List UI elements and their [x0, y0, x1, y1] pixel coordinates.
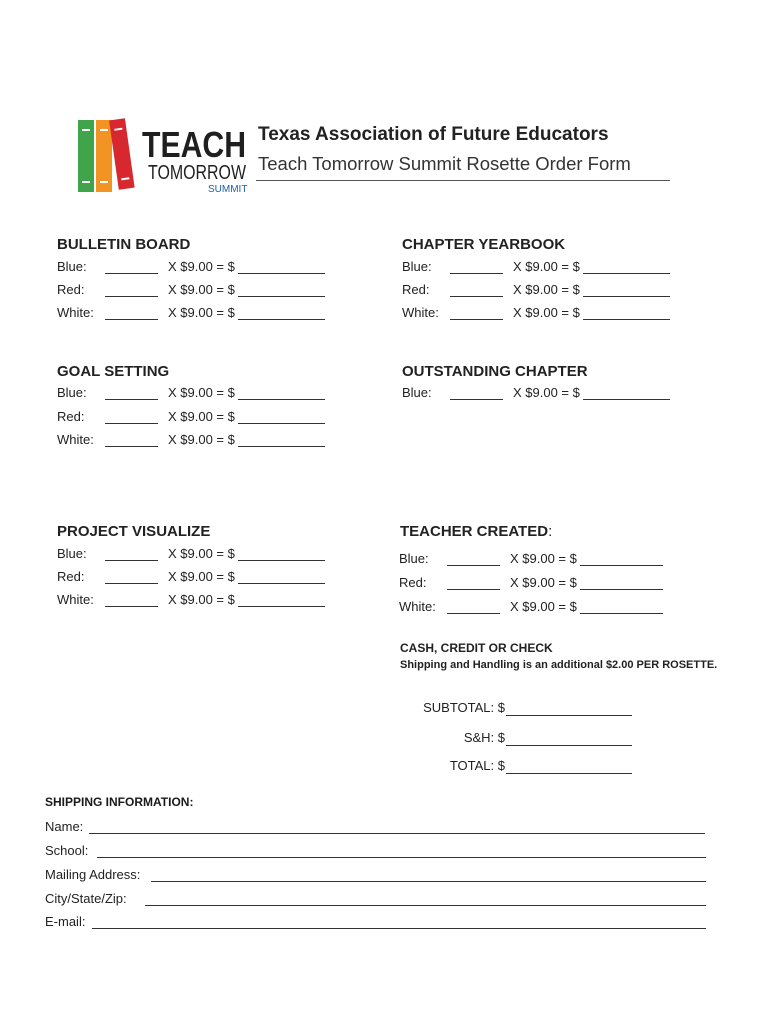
subtotal-field[interactable] — [506, 715, 632, 716]
email-field[interactable] — [92, 928, 706, 929]
quantity-field[interactable] — [105, 446, 158, 447]
quantity-field[interactable] — [447, 589, 500, 590]
unit-price: X $9.00 = $ — [168, 546, 235, 561]
unit-price: X $9.00 = $ — [513, 259, 580, 274]
unit-price: X $9.00 = $ — [513, 282, 580, 297]
color-label: Red: — [57, 409, 85, 424]
unit-price: X $9.00 = $ — [168, 259, 235, 274]
amount-field[interactable] — [583, 399, 670, 400]
amount-field[interactable] — [583, 319, 670, 320]
color-label: White: — [57, 592, 94, 607]
color-label: White: — [402, 305, 439, 320]
quantity-field[interactable] — [105, 583, 158, 584]
order-row — [399, 551, 669, 571]
color-label: Red: — [399, 575, 427, 590]
school-field[interactable] — [97, 857, 706, 858]
amount-field[interactable] — [238, 273, 325, 274]
total-label: TOTAL: $ — [449, 758, 505, 773]
order-row — [57, 385, 327, 405]
quantity-field[interactable] — [450, 273, 503, 274]
unit-price: X $9.00 = $ — [510, 599, 577, 614]
quantity-field[interactable] — [450, 296, 503, 297]
teach-tomorrow-logo — [78, 115, 256, 197]
section-title-project-visualize: PROJECT VISUALIZE — [57, 523, 211, 540]
section-title-outstanding-chapter: OUTSTANDING CHAPTER — [402, 363, 588, 380]
quantity-field[interactable] — [105, 560, 158, 561]
mailing-address-field[interactable] — [151, 881, 706, 882]
color-label: White: — [399, 599, 436, 614]
amount-field[interactable] — [580, 589, 663, 590]
title-divider — [256, 180, 670, 181]
sh-label: S&H: $ — [463, 730, 505, 745]
color-label: Red: — [402, 282, 430, 297]
unit-price: X $9.00 = $ — [168, 385, 235, 400]
section-title-chapter-yearbook: CHAPTER YEARBOOK — [402, 236, 566, 253]
order-row — [402, 305, 672, 325]
section-title-goal-setting: GOAL SETTING — [57, 363, 170, 380]
amount-field[interactable] — [238, 583, 325, 584]
color-label: White: — [57, 305, 94, 320]
color-label: Blue: — [402, 385, 432, 400]
order-row — [57, 592, 327, 612]
amount-field[interactable] — [238, 319, 325, 320]
unit-price: X $9.00 = $ — [168, 305, 235, 320]
order-row — [399, 575, 669, 595]
unit-price: X $9.00 = $ — [168, 592, 235, 607]
order-row — [57, 546, 327, 566]
unit-price: X $9.00 = $ — [510, 575, 577, 590]
amount-field[interactable] — [238, 606, 325, 607]
payment-methods: CASH, CREDIT OR CHECK — [400, 641, 553, 655]
email-label: E-mail: — [45, 914, 86, 929]
order-row — [402, 385, 672, 405]
amount-field[interactable] — [583, 296, 670, 297]
quantity-field[interactable] — [105, 273, 158, 274]
color-label: Blue: — [57, 385, 87, 400]
name-field[interactable] — [89, 833, 705, 834]
color-label: Red: — [57, 569, 85, 584]
city-state-zip-label: City/State/Zip: — [45, 891, 127, 906]
amount-field[interactable] — [238, 296, 325, 297]
city-state-zip-field[interactable] — [145, 905, 706, 906]
section-title-teacher-created: TEACHER CREATED: — [400, 523, 553, 540]
shipping-information-title: SHIPPING INFORMATION: — [45, 795, 194, 809]
section-title-bulletin-board: BULLETIN BOARD — [57, 236, 191, 253]
unit-price: X $9.00 = $ — [510, 551, 577, 566]
logo-word-tomorrow: TOMORROW — [148, 162, 247, 184]
name-label: Name: — [45, 819, 84, 834]
amount-field[interactable] — [580, 565, 663, 566]
color-label: Blue: — [402, 259, 432, 274]
quantity-field[interactable] — [105, 319, 158, 320]
order-row — [399, 599, 669, 619]
unit-price: X $9.00 = $ — [513, 385, 580, 400]
order-row — [57, 409, 327, 429]
unit-price: X $9.00 = $ — [168, 409, 235, 424]
amount-field[interactable] — [238, 423, 325, 424]
subtotal-label: SUBTOTAL: $ — [423, 700, 505, 715]
quantity-field[interactable] — [105, 296, 158, 297]
amount-field[interactable] — [580, 613, 663, 614]
color-label: Blue: — [57, 546, 87, 561]
total-field[interactable] — [506, 773, 632, 774]
order-row — [402, 282, 672, 302]
amount-field[interactable] — [583, 273, 670, 274]
amount-field[interactable] — [238, 446, 325, 447]
order-row — [57, 282, 327, 302]
order-row — [402, 259, 672, 279]
organization-name: Texas Association of Future Educators — [258, 124, 609, 145]
sh-field[interactable] — [506, 745, 632, 746]
quantity-field[interactable] — [450, 319, 503, 320]
unit-price: X $9.00 = $ — [168, 432, 235, 447]
logo-word-teach: TEACH — [142, 124, 246, 165]
quantity-field[interactable] — [447, 565, 500, 566]
amount-field[interactable] — [238, 399, 325, 400]
order-row — [57, 259, 327, 279]
order-row — [57, 305, 327, 325]
quantity-field[interactable] — [105, 399, 158, 400]
unit-price: X $9.00 = $ — [513, 305, 580, 320]
red-book-icon — [109, 118, 135, 190]
unit-price: X $9.00 = $ — [168, 282, 235, 297]
amount-field[interactable] — [238, 560, 325, 561]
mailing-address-label: Mailing Address: — [45, 867, 141, 882]
quantity-field[interactable] — [105, 423, 158, 424]
color-label: White: — [57, 432, 94, 447]
form-title: Teach Tomorrow Summit Rosette Order Form — [258, 153, 631, 174]
color-label: Red: — [57, 282, 85, 297]
shipping-note: Shipping and Handling is an additional $2.00 PER ROSETTE. — [400, 659, 718, 671]
order-row — [57, 569, 327, 589]
logo-word-summit: SUMMIT — [208, 184, 248, 195]
quantity-field[interactable] — [450, 399, 503, 400]
quantity-field[interactable] — [447, 613, 500, 614]
color-label: Blue: — [57, 259, 87, 274]
order-row — [57, 432, 327, 452]
school-label: School: — [45, 843, 89, 858]
quantity-field[interactable] — [105, 606, 158, 607]
unit-price: X $9.00 = $ — [168, 569, 235, 584]
color-label: Blue: — [399, 551, 429, 566]
